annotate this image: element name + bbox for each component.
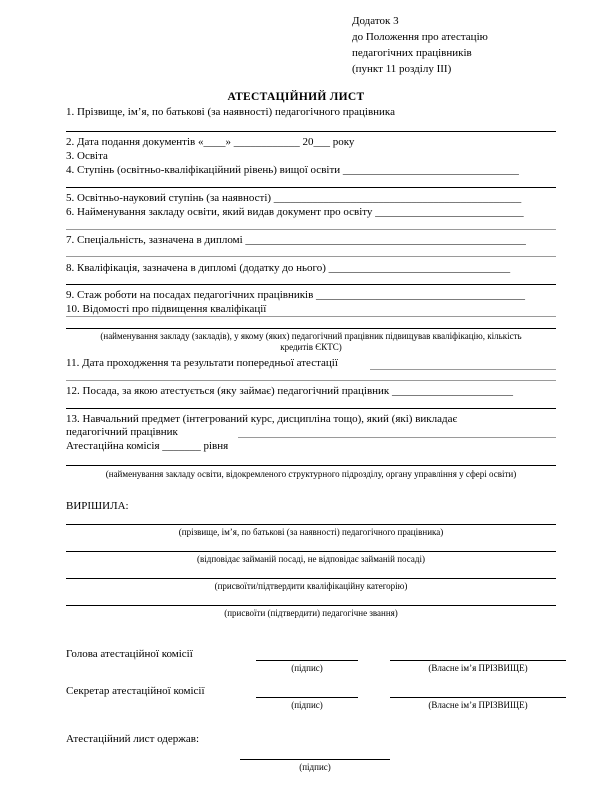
item-9-label: 9. Стаж роботи на посадах педагогічних працівників ______________________________________	[66, 289, 526, 301]
item-6-label: 6. Найменування закладу освіти, який видав документ про освіту ___________________________	[66, 206, 524, 218]
item-13-fill-line[interactable]	[238, 437, 556, 438]
item-8-label: 8. Кваліфікація, зазначена в дипломі (додатку до нього) _________________________________	[66, 262, 511, 274]
commission-note: (найменування закладу освіти, відокремленого структурного підрозділу, органу управління у сфері освіти)	[105, 469, 517, 479]
item-10-fill-line-2[interactable]	[66, 328, 556, 329]
commission-level-label: Атестаційна комісія _______ рівня	[66, 440, 229, 452]
commission-head-signature-note: (підпис)	[291, 663, 323, 673]
item-7-fill-line[interactable]	[66, 256, 556, 257]
item-12-label: 12. Посада, за якою атестується (яку займає) педагогічний працівник ______________________	[66, 385, 514, 397]
decision-name-line[interactable]	[66, 524, 556, 525]
item-2-label: 2. Дата подання документів «____» ____________ 20___ року	[66, 136, 355, 148]
commission-head-name-line[interactable]	[390, 660, 566, 661]
item-10-fill-line-1[interactable]	[66, 316, 556, 317]
decision-heading: ВИРІШИЛА:	[66, 500, 129, 512]
decision-category-line[interactable]	[66, 578, 556, 579]
commission-head-signature-line[interactable]	[256, 660, 358, 661]
item-1-fill-line[interactable]	[66, 131, 556, 132]
item-10-label: 10. Відомості про підвищення кваліфікації	[66, 303, 267, 315]
item-1-label: 1. Прізвище, ім’я, по батькові (за наявності) педагогічного працівника	[66, 106, 395, 118]
item-11-label: 11. Дата проходження та результати попередньої атестації	[66, 357, 338, 369]
decision-title-note: (присвоїти (підтвердити) педагогічне звання)	[224, 608, 398, 618]
received-label: Атестаційний лист одержав:	[66, 733, 200, 745]
appendix-number: Додаток 3	[352, 15, 399, 27]
decision-position-line[interactable]	[66, 551, 556, 552]
decision-category-note: (присвоїти/підтвердити кваліфікаційну категорію)	[214, 581, 408, 591]
commission-secretary-name-line[interactable]	[390, 697, 566, 698]
commission-secretary-signature-line[interactable]	[256, 697, 358, 698]
item-10-note-line-1: (найменування закладу (закладів), у якому (яких) педагогічний працівник підвищував кваліфікацію, кількість	[100, 331, 522, 341]
item-12-fill-line[interactable]	[66, 408, 556, 409]
item-8-fill-line[interactable]	[66, 284, 556, 285]
item-7-label: 7. Спеціальність, зазначена в дипломі ___________________________________________________	[66, 234, 526, 246]
decision-position-note: (відповідає займаній посаді, не відповідає займаній посаді)	[197, 554, 425, 564]
item-13-label-line-2: педагогічний працівник	[66, 426, 178, 438]
document-title: АТЕСТАЦІЙНИЙ ЛИСТ	[227, 91, 365, 103]
appendix-reference: до Положення про атестацію	[352, 31, 488, 43]
item-4-label: 4. Ступінь (освітньо-кваліфікаційний рівень) вищої освіти ________________________________	[66, 164, 519, 176]
item-13-label-line-1: 13. Навчальний предмет (інтегрований курс, дисципліна тощо), який (які) викладає	[66, 413, 458, 425]
commission-secretary-name-note: (Власне ім’я ПРІЗВИЩЕ)	[428, 700, 528, 710]
appendix-clause: (пункт 11 розділу ІІІ)	[352, 63, 452, 75]
decision-title-line[interactable]	[66, 605, 556, 606]
item-6-fill-line[interactable]	[66, 229, 556, 230]
item-10-note-line-2: кредитів ЄКТС)	[280, 342, 342, 352]
commission-fill-line[interactable]	[66, 465, 556, 466]
received-signature-note: (підпис)	[299, 762, 331, 772]
commission-secretary-signature-note: (підпис)	[291, 700, 323, 710]
item-11-fill-line-2[interactable]	[66, 380, 556, 381]
commission-head-name-note: (Власне ім’я ПРІЗВИЩЕ)	[428, 663, 528, 673]
commission-secretary-label: Секретар атестаційної комісії	[66, 685, 205, 697]
received-signature-line[interactable]	[240, 759, 390, 760]
decision-name-note: (прізвище, ім’я, по батькові (за наявності) педагогічного працівника)	[178, 527, 444, 537]
item-11-fill-line-1[interactable]	[370, 369, 556, 370]
item-4-fill-line[interactable]	[66, 187, 556, 188]
appendix-reference-continued: педагогічних працівників	[352, 47, 472, 59]
commission-head-label: Голова атестаційної комісії	[66, 648, 193, 660]
item-5-label: 5. Освітньо-науковий ступінь (за наявності) _____________________________________________	[66, 192, 522, 204]
item-3-label: 3. Освіта	[66, 150, 108, 162]
